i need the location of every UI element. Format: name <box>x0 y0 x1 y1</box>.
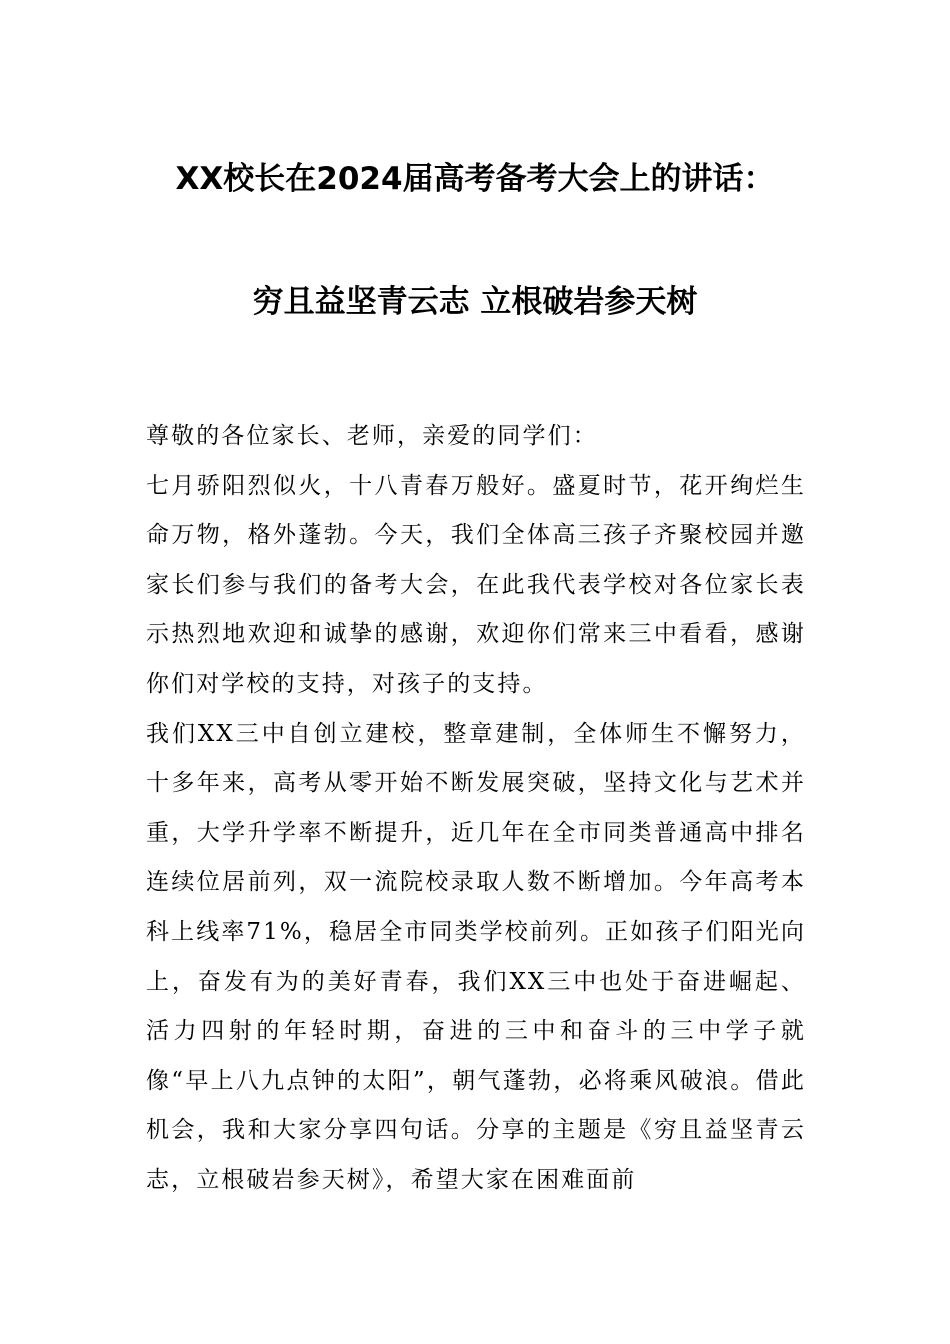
paragraph-opening: 七月骄阳烈似火，十八青春万般好。盛夏时节，花开绚烂生命万物，格外蓬勃。今天，我们全体高三孩子齐聚校园并邀家长们参与我们的备考大会，在此我代表学校对各位家长表示热烈地欢迎和诚挚的感谢，欢迎你们常来三中看看，感谢你们对学校的支持，对孩子的支持。 <box>146 472 806 697</box>
speech-body <box>146 412 806 1206</box>
speech-title: XX校长在2024届高考备考大会上的讲话： <box>175 161 775 197</box>
greeting: 尊敬的各位家长、老师，亲爱的同学们： <box>146 423 598 449</box>
paragraph-school-history: 我们XX三中自创立建校，整章建制，全体师生不懈努力，十多年来，高考从零开始不断发展突破，坚持文化与艺术并重，大学升学率不断提升，近几年在全市同类普通高中排名连续位居前列，双一流院校录取人数不断增加。今年高考本科上线率71%，稳居全市同类学校前列。正如孩子们阳光向上，奋发有为的美好青春，我们XX三中也处于奋进崛起、活力四射的年轻时期，奋进的三中和奋斗的三中学子就像“早上八九点钟的太阳”，朝气蓬勃，必将乘风破浪。借此机会，我和大家分享四句话。分享的主题是《穷且益坚青云志，立根破岩参天树》，希望大家在困难面前 <box>146 720 806 1193</box>
speech-subtitle: 穷且益坚青云志 立根破岩参天树 <box>252 284 698 320</box>
